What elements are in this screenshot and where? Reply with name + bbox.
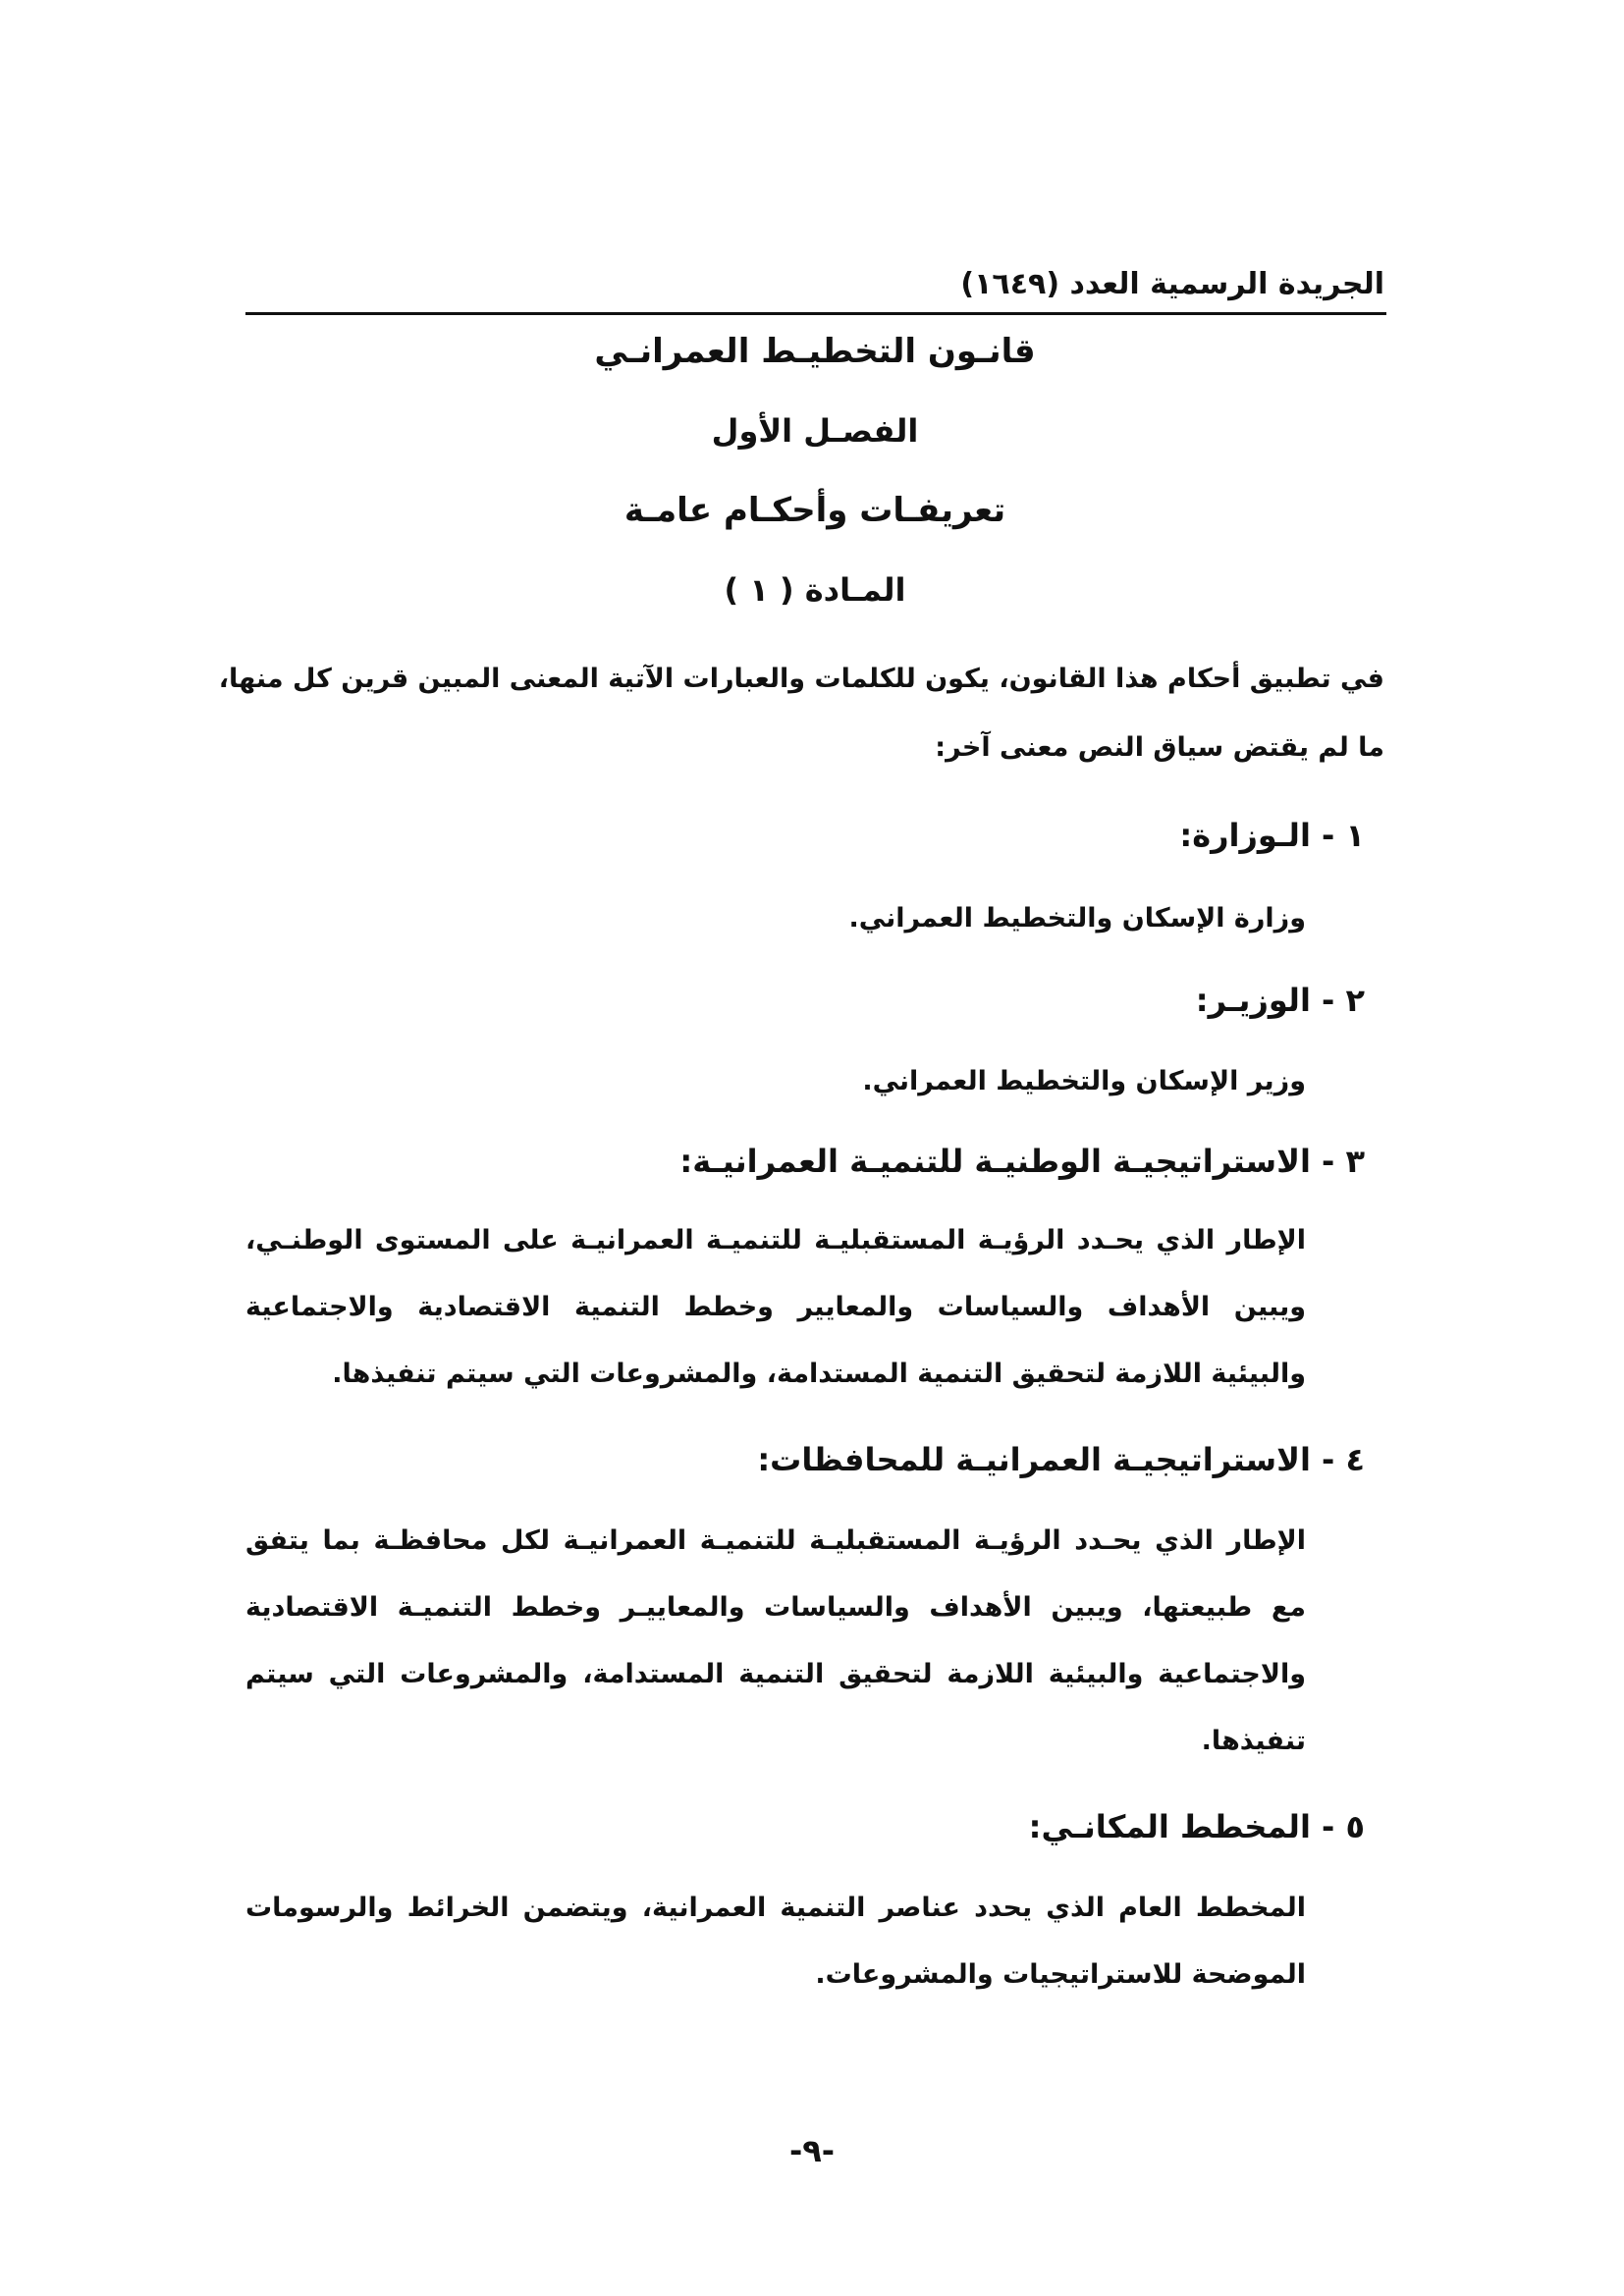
definition-text: الإطار الذي يحـدد الرؤيـة المستقبليـة للتنميـة العمرانيـة لكل محافظـة بما يتفق — [245, 1525, 1306, 1556]
running-header: الجريدة الرسمية العدد (١٦٤٩) — [960, 267, 1384, 301]
definition-text: والاجتماعية والبيئية اللازمة لتحقيق التنمية المستدامة، والمشروعات التي سيتم — [245, 1659, 1306, 1689]
definition-text: وزير الإسكان والتخطيط العمراني. — [862, 1066, 1306, 1096]
definition-term-ministry: ١ - الـوزارة: — [1179, 817, 1365, 854]
definition-term-minister: ٢ - الوزيـر: — [1195, 982, 1365, 1019]
definition-text: وزارة الإسكان والتخطيط العمراني. — [848, 903, 1306, 934]
definition-text: تنفيذها. — [1201, 1726, 1306, 1756]
definition-term-governorate-strategy: ٤ - الاستراتيجيـة العمرانيـة للمحافظات: — [757, 1441, 1365, 1478]
header-divider — [245, 312, 1386, 315]
definition-text: مع طبيعتها، ويبين الأهداف والسياسات والمعاييـر وخطط التنميـة الاقتصادية — [245, 1592, 1306, 1623]
definition-text: ويبين الأهداف والسياسات والمعايير وخطط التنمية الاقتصادية والاجتماعية — [245, 1292, 1306, 1322]
chapter-subject: تعريفـات وأحكـام عامـة — [623, 491, 1006, 530]
chapter-heading: الفصـل الأول — [711, 412, 919, 450]
definition-text: المخطط العام الذي يحدد عناصر التنمية العمرانية، ويتضمن الخرائط والرسومات — [245, 1893, 1306, 1923]
definition-text: والبيئية اللازمة لتحقيق التنمية المستدامة، والمشروعات التي سيتم تنفيذها. — [332, 1359, 1306, 1389]
law-title: قانـون التخطيـط العمرانـي — [594, 332, 1036, 371]
article-number: المـادة ( ١ ) — [724, 571, 906, 609]
definition-text: الموضحة للاستراتيجيات والمشروعات. — [815, 1959, 1306, 1990]
intro-line-1: في تطبيق أحكام هذا القانون، يكون للكلمات والعبارات الآتية المعنى المبين قرين كل منها، — [218, 664, 1384, 694]
definition-term-national-strategy: ٣ - الاستراتيجيـة الوطنيـة للتنميـة العمرانيـة: — [679, 1143, 1365, 1180]
definition-term-spatial-plan: ٥ - المخطط المكانـي: — [1028, 1808, 1365, 1845]
page-number: -٩- — [788, 2132, 836, 2169]
definition-text: الإطار الذي يحـدد الرؤيـة المستقبليـة للتنميـة العمرانيـة على المستوى الوطنـي، — [245, 1225, 1306, 1255]
intro-line-2: ما لم يقتض سياق النص معنى آخر: — [935, 732, 1384, 763]
